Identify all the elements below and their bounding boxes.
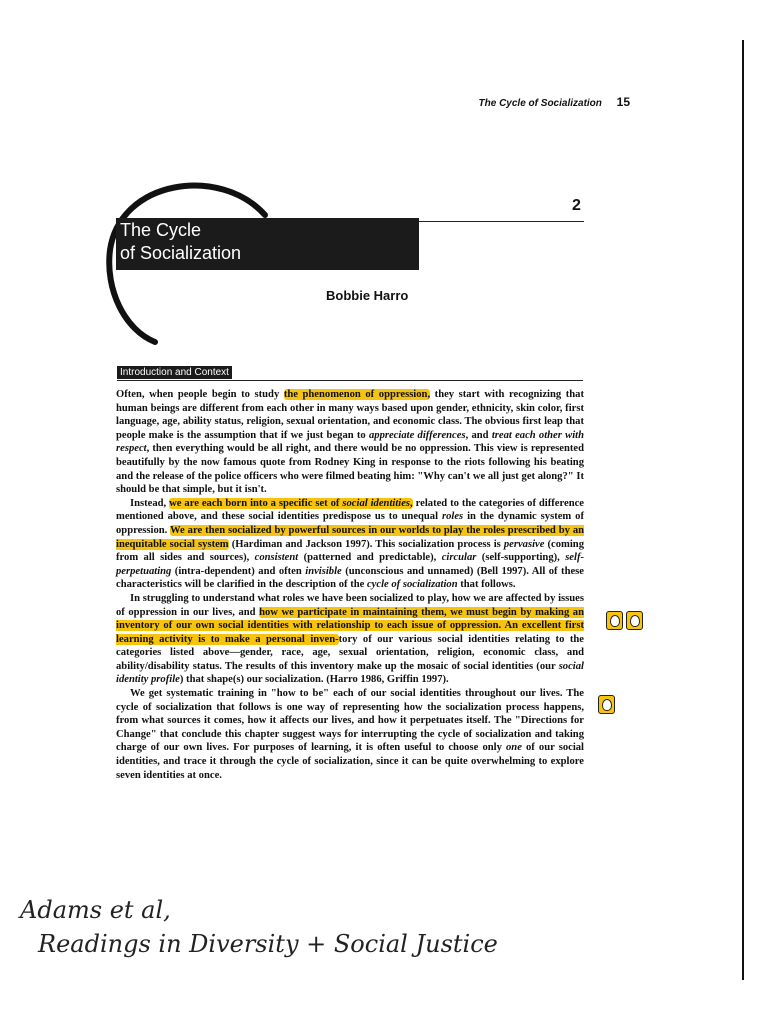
paragraph-4 bbox=[116, 687, 584, 782]
text-run: , and bbox=[465, 429, 492, 441]
text-run: (coming from all sides and sources), bbox=[116, 538, 584, 564]
running-head-title: The Cycle of Socialization bbox=[478, 98, 602, 109]
text-run: In struggling to understand what roles we have been socialized to play, how we are affected by issues of oppression in our lives, and bbox=[116, 592, 584, 618]
text-run: We get systematic training in "how to be" each of our social identities throughout our lives. The cycle of socialization that follows is one way of representing how the socialization process happens, from what sources it comes, how it affects our lives, and how it perpetuates itself. The "Directions for Change" that conclude this chapter suggest ways for interrupting the cycle of socialization and taking charge of our own lives. For purposes of learning, it is often useful to choose only bbox=[116, 688, 584, 754]
margin-annotations-1 bbox=[606, 611, 643, 630]
text-run: (Hardiman and Jackson 1997). This socialization process is bbox=[228, 538, 504, 550]
italic-text: one bbox=[506, 742, 522, 754]
paragraph-2 bbox=[116, 497, 584, 592]
chapter-title-line1: The Cycle bbox=[120, 220, 202, 240]
chapter-title-line2: of Socialization bbox=[120, 243, 242, 263]
text-run: (self-supporting), bbox=[476, 552, 566, 564]
italic-text: roles bbox=[441, 511, 464, 523]
italic-text: consistent bbox=[254, 552, 299, 564]
text-run: (intra-dependent) and often bbox=[171, 565, 306, 577]
italic-text: social identities bbox=[342, 497, 411, 509]
italic-text: social identity profile bbox=[116, 660, 584, 686]
chapter-title bbox=[116, 218, 419, 270]
margin-annotations-2 bbox=[598, 695, 615, 714]
text-run: we are each born into a specific set of bbox=[169, 497, 343, 509]
body-text bbox=[116, 388, 584, 782]
text-run: Often, when people begin to study bbox=[116, 389, 284, 400]
text-run: Instead, bbox=[130, 497, 170, 509]
text-run: , bbox=[410, 497, 413, 509]
highlight-note-icon[interactable] bbox=[626, 611, 643, 630]
paragraph-3 bbox=[116, 592, 584, 687]
chapter-number: 2 bbox=[572, 197, 581, 214]
highlight-note-icon[interactable] bbox=[598, 695, 615, 714]
text-run: , then everything would be all right, and there would be no oppression. This view is represented beautifully by the now famous quote from Rodney King in response to the riots following his beating and the release of the police officers who were filmed beating him: "Why can't we all just get along?" It should be that simple, but it isn't. bbox=[116, 443, 584, 496]
margin-rule bbox=[742, 40, 744, 980]
handwritten-line-2: Readings in Diversity + Social Justice bbox=[38, 930, 498, 958]
italic-text: self-perpetuating bbox=[116, 552, 585, 577]
page-number: 15 bbox=[616, 95, 630, 109]
section-heading: Introduction and Context bbox=[117, 366, 232, 379]
paragraph-1 bbox=[116, 388, 584, 497]
text-run: they start with recognizing that human beings are different from each other in many ways based upon gender, ethnicity, skin color, first language, age, ability status, religion, sexual orientation, and economic class. The obvious first leap that people make is the assumption that if we just began to bbox=[116, 389, 584, 441]
highlighted-text[interactable]: how we participate in maintaining them, we must begin by making an inventory of our own social identities with relationship to each issue of oppression. An excellent first learning activity is to make a personal inven- bbox=[116, 606, 584, 645]
handwritten-line-1: Adams et al, bbox=[20, 896, 171, 924]
italic-text: cycle of socialization bbox=[366, 579, 458, 591]
author-name: Bobbie Harro bbox=[326, 288, 409, 303]
highlight-note-icon[interactable] bbox=[606, 611, 623, 630]
text-run: in the dynamic system of oppression. bbox=[116, 511, 584, 536]
text-run: (unconscious and unnamed) (Bell 1997). All of these characteristics will be clarified in the description of the bbox=[116, 565, 584, 591]
running-head bbox=[430, 95, 630, 109]
highlighted-text[interactable]: We are then socialized by powerful sources in our worlds to play the roles prescribed by an inequitable social system bbox=[116, 524, 585, 550]
handwritten-note bbox=[18, 888, 618, 968]
italic-text: appreciate differences bbox=[368, 429, 466, 441]
highlighted-text[interactable]: the phenomenon of oppression, bbox=[283, 389, 431, 400]
text-run: ) that shape(s) our socialization. (Harro 1986, Griffin 1997). bbox=[179, 674, 449, 686]
italic-text: treat each other with respect bbox=[116, 429, 584, 455]
text-run: that follows. bbox=[457, 579, 516, 591]
highlighted-text[interactable] bbox=[169, 498, 413, 509]
text-run: of our social identities, and trace it through the cycle of socialization, since it can be quite overwhelming to explore seven identities at once. bbox=[116, 742, 585, 781]
italic-text: invisible bbox=[305, 565, 342, 577]
text-run: tory of our various social identities relating to the categories listed above—gender, race, age, sexual orientation, religion, economic class, and ability/disability status. The results of this inventory make up the mosaic of social identities (our bbox=[116, 633, 584, 672]
section-rule bbox=[117, 380, 583, 381]
text-run: related to the categories of difference mentioned above, and these social identities predispose us to unequal bbox=[116, 497, 584, 523]
italic-text: pervasive bbox=[503, 538, 545, 550]
italic-text: circular bbox=[441, 552, 477, 564]
text-run: (patterned and predictable), bbox=[298, 552, 442, 564]
